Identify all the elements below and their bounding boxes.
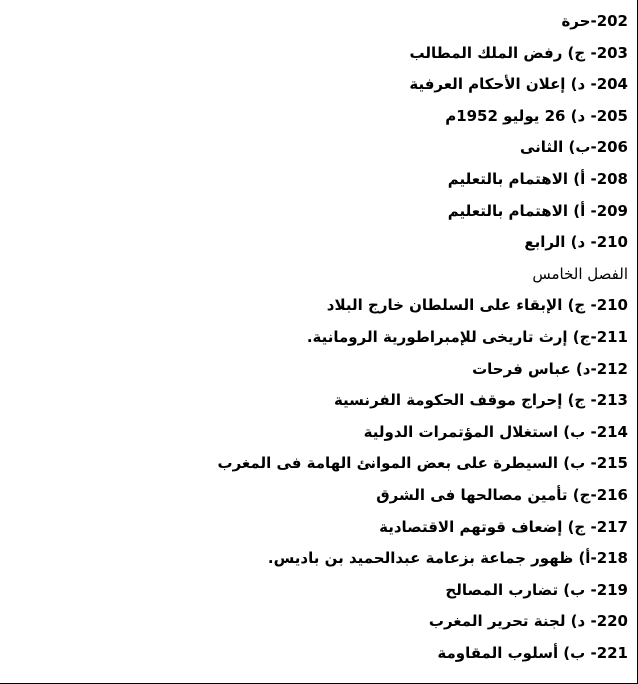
answer-line-216: 216-ج) تأمين مصالحها فى الشرق	[376, 485, 628, 504]
answer-line-211: 211-ج) إرث تاريخى للإمبراطورية الرومانية.	[306, 327, 628, 346]
answer-line-205: 205- د) 26 يوليو 1952م	[445, 106, 628, 125]
answer-line-217: 217- ج) إضعاف قوتهم الاقتصادية	[379, 517, 628, 536]
answer-line-208: 208- أ) الاهتمام بالتعليم	[447, 169, 628, 188]
answer-line-221: 221- ب) أسلوب المقاومة	[437, 643, 628, 662]
answer-line-203: 203- ج) رفض الملك المطالب	[409, 43, 628, 62]
answer-line-204: 204- د) إعلان الأحكام العرفية	[409, 75, 628, 94]
answer-line-212: 212-د) عباس فرحات	[472, 359, 628, 378]
section-heading: الفصل الخامس	[532, 264, 628, 283]
answer-list	[28, 6, 628, 669]
answer-line-210: 210- د) الرابع	[524, 233, 628, 252]
answer-line-210b: 210- ج) الإبقاء على السلطان خارج البلاد	[326, 296, 628, 315]
answer-line-206: 206-ب) الثانى	[519, 138, 628, 157]
answer-line-209: 209- أ) الاهتمام بالتعليم	[447, 201, 628, 220]
answer-line-218: 218-أ) ظهور جماعة بزعامة عبدالحميد بن باديس.	[267, 549, 628, 568]
answer-line-213: 213- ج) إحراج موقف الحكومة الفرنسية	[333, 391, 628, 410]
answer-line-202: 202-حرة	[561, 12, 628, 30]
answer-line-215: 215- ب) السيطرة على بعض الموانئ الهامة فى المغرب	[217, 454, 628, 473]
answer-line-219: 219- ب) تضارب المصالح	[445, 580, 628, 599]
answer-line-214: 214- ب) استغلال المؤتمرات الدولية	[363, 422, 628, 441]
answer-line-220: 220- د) لجنة تحرير المغرب	[428, 612, 628, 631]
